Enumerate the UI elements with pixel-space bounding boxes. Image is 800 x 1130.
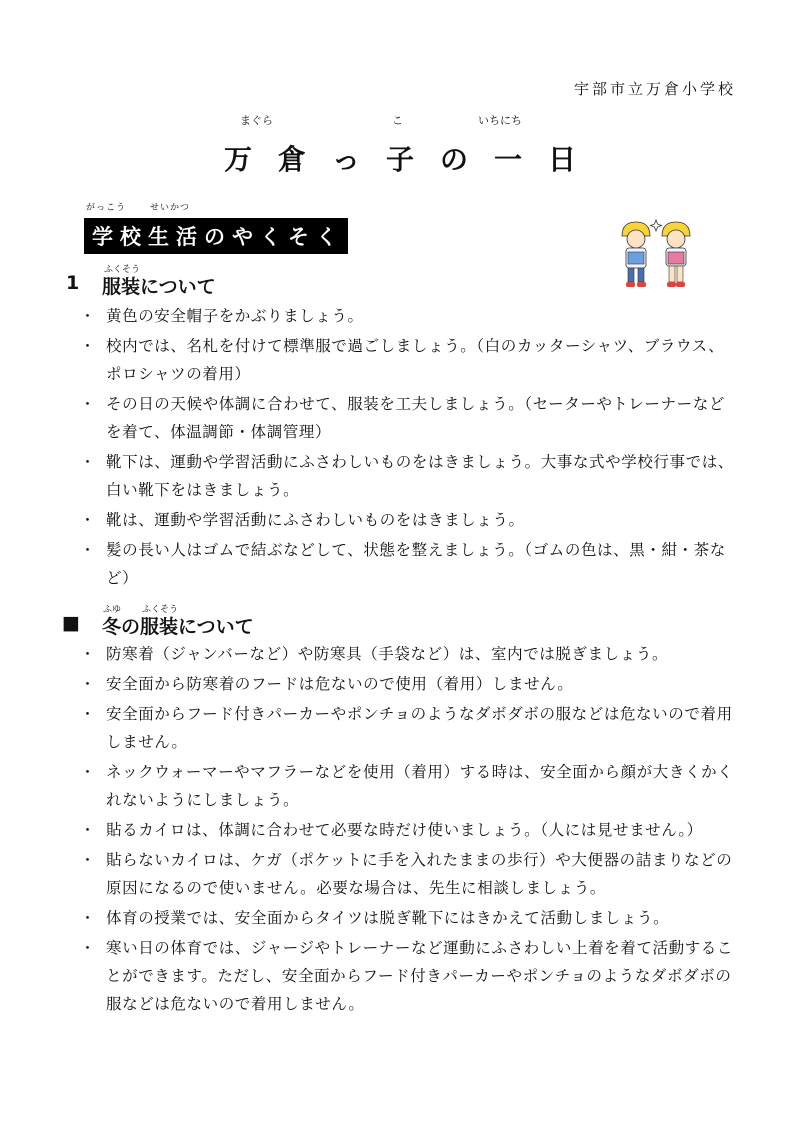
- bullet: ・: [80, 307, 96, 325]
- rules-heading: 学校生活のやくそく: [84, 218, 348, 254]
- list-item: [80, 700, 740, 756]
- item-text: 靴下は、運動や学習活動にふさわしいものをはきましょう。大事な式や学校行事では、白い靴下をはきましょう。: [106, 453, 734, 499]
- bullet: ・: [80, 763, 96, 781]
- list-item: [80, 448, 740, 504]
- list-item: [80, 302, 740, 330]
- bullet: ・: [80, 645, 96, 663]
- list-item: [80, 816, 740, 844]
- page-title-block: [0, 112, 800, 178]
- list-item: [80, 934, 740, 1018]
- title-ruby-1: まぐら: [240, 114, 273, 127]
- bullet: ・: [80, 705, 96, 723]
- children-illustration: [612, 214, 700, 292]
- item-text: ネックウォーマーやマフラーなどを使用（着用）する時は、安全面から顔が大きくかくれないようにしましょう。: [106, 763, 734, 809]
- section2-list: [80, 640, 740, 1018]
- list-item: [80, 506, 740, 534]
- title-ruby-2: こ: [392, 114, 403, 127]
- item-text: 防寒着（ジャンバーなど）や防寒具（手袋など）は、室内では脱ぎましょう。: [106, 645, 669, 663]
- section2-marker: ■: [62, 612, 80, 634]
- bullet: ・: [80, 851, 96, 869]
- bullet: ・: [80, 453, 96, 471]
- item-text: 安全面から防寒着のフードは危ないので使用（着用）しません。: [106, 675, 574, 693]
- bullet: ・: [80, 395, 96, 413]
- rules-ruby-2: せいかつ: [150, 203, 191, 213]
- list-item: [80, 390, 740, 446]
- bullet: ・: [80, 337, 96, 355]
- rules-ruby-1: がっこう: [86, 203, 127, 213]
- list-item: [80, 536, 740, 592]
- item-text: 体育の授業では、安全面からタイツは脱ぎ靴下にはきかえて活動しましょう。: [106, 909, 670, 927]
- section1-number: 1: [66, 272, 80, 294]
- list-item: [80, 758, 740, 814]
- list-item: [80, 332, 740, 388]
- list-item: [80, 904, 740, 932]
- item-text: 寒い日の体育では、ジャージやトレーナーなど運動にふさわしい上着を着て活動することができます。ただし、安全面からフード付きパーカーやポンチョのようなダボダボの服などは危ないので着用しません。: [106, 939, 733, 1013]
- title-ruby: [0, 112, 800, 128]
- section1-list: [80, 302, 740, 592]
- section2-heading: 冬の服装について: [102, 616, 254, 638]
- item-text: 黄色の安全帽子をかぶりましょう。: [106, 307, 364, 325]
- bullet: ・: [80, 821, 96, 839]
- list-item: [80, 640, 740, 668]
- section2-heading-ruby-1: ふゆ: [103, 605, 122, 615]
- item-text: 安全面からフード付きパーカーやポンチョのようなダボダボの服などは危ないので着用しません。: [106, 705, 733, 751]
- item-text: 貼るカイロは、体調に合わせて必要な時だけ使いましょう。（人には見せません。）: [106, 821, 703, 839]
- item-text: 靴は、運動や学習活動にふさわしいものをはきましょう。: [106, 511, 525, 529]
- title-ruby-3: いちにち: [478, 114, 522, 127]
- bullet: ・: [80, 939, 96, 957]
- item-text: その日の天候や体調に合わせて、服装を工夫しましょう。（セーターやトレーナーなどを着て、体温調節・体調管理）: [106, 395, 725, 441]
- school-name: 宇部市立万倉小学校: [573, 80, 736, 98]
- item-text: 貼らないカイロは、ケガ（ポケットに手を入れたままの歩行）や大便器の詰まりなどの原因になるので使いません。必要な場合は、先生に相談しましょう。: [106, 851, 733, 897]
- section1-heading-ruby: ふくそう: [104, 265, 141, 275]
- item-text: 校内では、名札を付けて標準服で過ごしましょう。（白のカッターシャツ、ブラウス、ポロシャツの着用）: [106, 337, 725, 383]
- list-item: [80, 846, 740, 902]
- bullet: ・: [80, 909, 96, 927]
- item-text: 髪の長い人はゴムで結ぶなどして、状態を整えましょう。（ゴムの色は、黒・紺・茶など）: [106, 541, 726, 587]
- section1-heading: 服装について: [102, 276, 216, 298]
- bullet: ・: [80, 541, 96, 559]
- list-item: [80, 670, 740, 698]
- section2-heading-ruby-2: ふくそう: [142, 605, 179, 615]
- bullet: ・: [80, 511, 96, 529]
- bullet: ・: [80, 675, 96, 693]
- page-title: 万倉っ子の一日: [223, 143, 602, 176]
